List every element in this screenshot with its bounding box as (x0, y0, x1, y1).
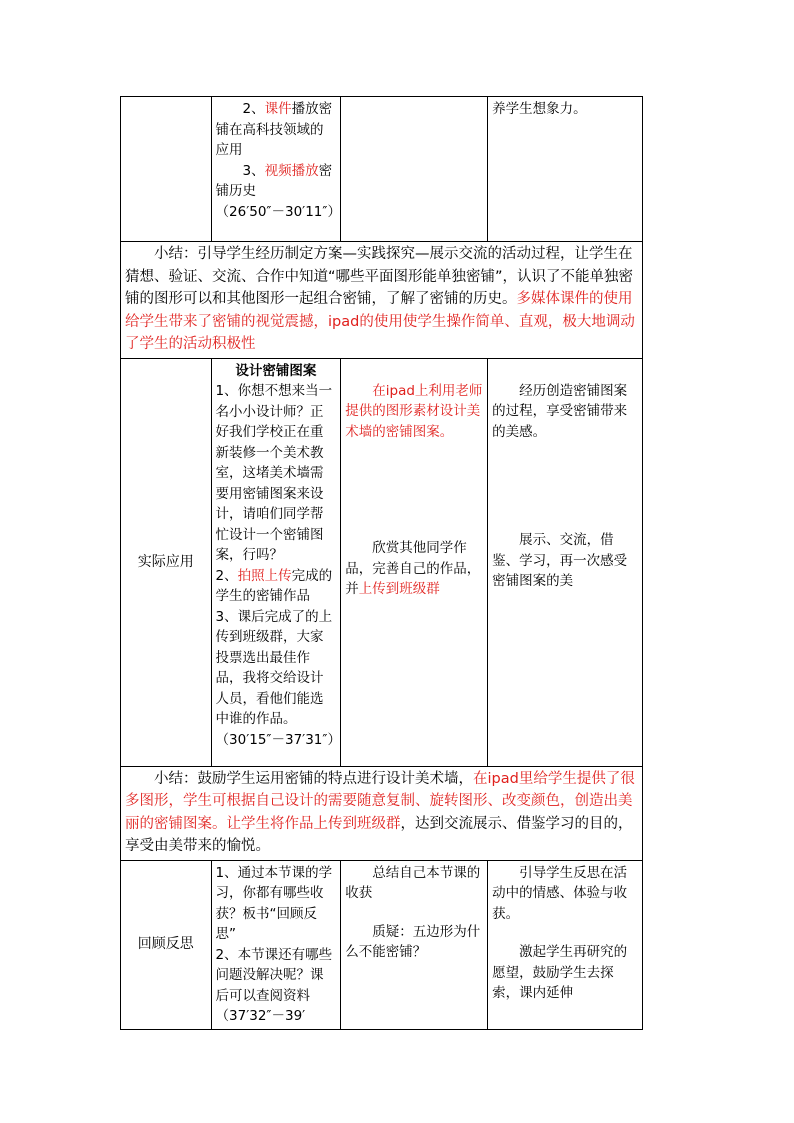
item-1: 1、通过本节课的学习，你都有哪些收获？板书“回顾反思” (215, 864, 333, 942)
summary-row (121, 242, 643, 359)
table-row (121, 97, 643, 242)
item-text: 完成的学生的密铺作品 (215, 567, 333, 604)
summary-cell (121, 242, 643, 359)
design-intent-2: 激起学生再研究的愿望，鼓励学生去探索，课内延伸 (492, 944, 628, 1001)
student-activity-1: 总结自己本节课的收获 (345, 864, 481, 901)
summary-red: 在ipad里给学生提供了很多图形，学生可根据自己设计的需要随意复制、旋转图形、改变颜色，创造出美丽的密铺图案。让学生将作品上传到班级群 (125, 770, 635, 832)
stage-label: 实际应用 (121, 358, 212, 766)
cell-teacher-activity (211, 97, 341, 242)
student-activity-1: 在ipad上利用老师提供的图形素材设计美术墙的密铺图案。 (345, 382, 483, 440)
lesson-plan-page (120, 96, 643, 1030)
student-activity-text (341, 97, 487, 101)
item-prefix: 2、 (215, 567, 238, 584)
summary-text (125, 768, 638, 858)
item-prefix: 3、 (242, 162, 265, 179)
item-2 (216, 566, 337, 607)
summary-cell (121, 766, 643, 860)
time-range: （26′50″－30′11″） (215, 203, 341, 220)
design-intent-1: 引导学生反思在活动中的情感、体验与收获。 (492, 864, 628, 922)
highlight-text: 视频播放 (264, 162, 319, 179)
cell-stage (121, 97, 212, 242)
item-1: 1、你想不想来当一名小小设计师？正好我们学校正在重新装修一个美术教室，这堵美术墙需要用密铺图案来设计，请咱们同学帮忙设计一个密铺图案，行吗？ (215, 383, 333, 563)
summary-black: 小结：引导学生经历制定方案—实践探究—展示交流的活动过程，让学生在猜想、验证、交流、合作中知道“哪些平面图形能单独密铺”，认识了不能单独密铺的图形可以和其他图形一起组合密铺，了解了密铺的历史。 (125, 246, 634, 307)
summary-red: 多媒体课件的使用给学生带来了密铺的视觉震撼，ipad的使用使学生操作简单、直观，极大地调动了学生的活动积极性 (125, 291, 635, 352)
design-intent-2: 展示、交流，借鉴、学习，再一次感受密铺图案的美 (492, 532, 628, 589)
item-prefix: 2、 (242, 101, 265, 117)
item-3: 3、课后完成了的上传到班级群，大家投票选出最佳作品，我将交给设计人员，看他们能选中谁的作品。 (215, 608, 333, 727)
summary-row (121, 766, 643, 860)
item-2 (216, 99, 337, 161)
time-range: （30′15″－37′31″） (215, 731, 341, 748)
item-2: 2、本节课还有哪些问题没解决呢？课后可以查阅资料 (215, 946, 333, 1004)
table-row (121, 358, 643, 766)
cell-student-activity (341, 860, 488, 1029)
cell-teacher-activity (211, 860, 341, 1029)
section-title: 设计密铺图案 (235, 362, 317, 379)
item-3 (216, 161, 337, 202)
time-range: （37′32″－39′ (215, 1008, 306, 1024)
cell-teacher-activity (211, 358, 341, 766)
cell-design-intent (488, 97, 643, 242)
table-row (121, 860, 643, 1029)
item-text: 密铺历史 (215, 162, 333, 199)
student-activity-2 (345, 538, 483, 600)
lesson-plan-table (120, 96, 643, 1030)
cell-student-activity (341, 97, 488, 242)
student-activity-2: 质疑：五边形为什么不能密铺？ (345, 923, 481, 960)
cell-student-activity (341, 358, 488, 766)
student-text: 欣赏其他同学作品，完善自己的作品，并 (345, 540, 481, 597)
summary-black: 小结：鼓励学生运用密铺的特点进行设计美术墙， (154, 770, 473, 787)
design-intent-1: 经历创造密铺图案的过程，享受密铺带来的美感。 (492, 382, 628, 440)
summary-black: ，达到交流展示、借鉴学习的目的，享受由美带来的愉悦。 (125, 815, 633, 854)
cell-design-intent (488, 358, 643, 766)
highlight-text: 上传到班级群 (358, 581, 440, 597)
design-intent-text: 养学生想象力。 (492, 101, 587, 117)
item-text: 播放密铺在高科技领域的应用 (215, 101, 333, 158)
highlight-text: 拍照上传 (237, 567, 292, 584)
highlight-text: 课件 (264, 101, 292, 117)
stage-label: 回顾反思 (121, 860, 212, 1029)
cell-design-intent (488, 860, 643, 1029)
summary-text (125, 243, 638, 356)
